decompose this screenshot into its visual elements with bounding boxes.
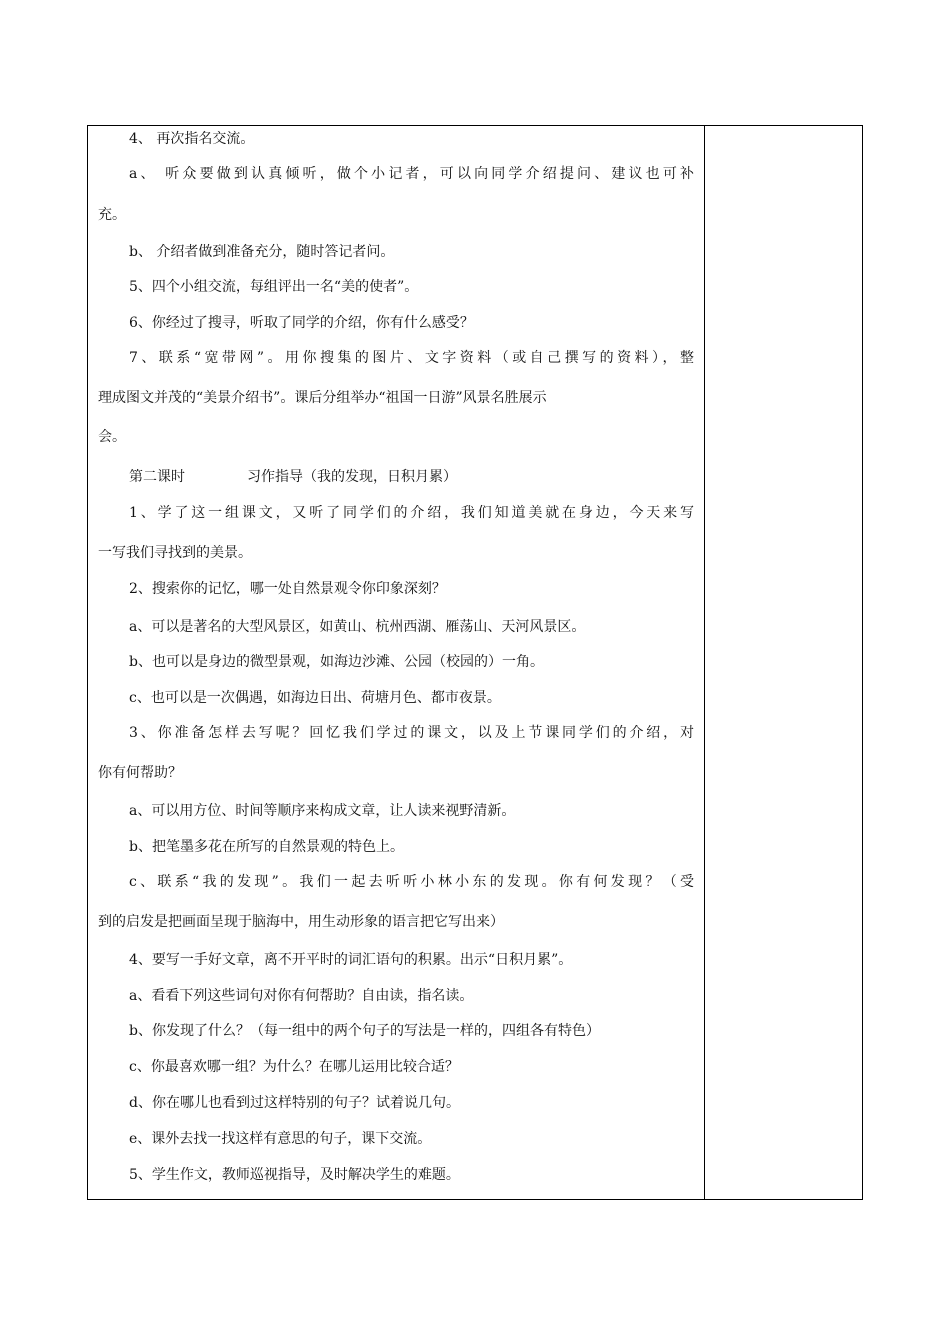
step-7-line: 7、联系“宽带网”。用你搜集的图片、文字资料（或自己撰写的资料），整 bbox=[129, 350, 694, 366]
lesson-label: 第二课时 bbox=[129, 469, 185, 485]
lesson2-step-4-item-e-line: e、课外去找一找这样有意思的句子，课下交流。 bbox=[129, 1131, 432, 1147]
lesson2-step-4-item-d-line: d、你在哪儿也看到过这样特别的句子？试着说几句。 bbox=[129, 1095, 460, 1111]
lesson2-step-3-line: 3、你准备怎样去写呢？回忆我们学过的课文，以及上节课同学们的介绍，对 bbox=[129, 725, 694, 741]
lesson2-step-1-line: 1、学了这一组课文，又听了同学们的介绍，我们知道美就在身边，今天来写 bbox=[129, 505, 694, 521]
step-7-continued-line: 理成图文并茂的“美景介绍书”。课后分组举办“祖国一日游”风景名胜展示 bbox=[98, 390, 547, 406]
lesson2-step-3-item-c-line: c、联系“我的发现”。我们一起去听听小林小东的发现。你有何发现？（受 bbox=[129, 874, 694, 890]
step-6-line: 6、你经过了搜寻，听取了同学的介绍，你有什么感受？ bbox=[129, 315, 474, 331]
step-5-line: 5、四个小组交流，每组评出一名“美的使者”。 bbox=[129, 279, 419, 295]
lesson2-step-3-item-a-line: a、可以用方位、时间等顺序来构成文章，让人读来视野清新。 bbox=[129, 803, 516, 819]
step-7-end-line: 会。 bbox=[98, 429, 126, 445]
lesson2-step-2-line: 2、搜索你的记忆，哪一处自然景观令你印象深刻？ bbox=[129, 581, 446, 597]
lesson2-step-3-item-c-continued-line: 到的启发是把画面呈现于脑海中，用生动形象的语言把它写出来） bbox=[98, 914, 504, 930]
lesson2-item-b-line: b、也可以是身边的微型景观，如海边沙滩、公园（校园的）一角。 bbox=[129, 654, 544, 670]
notes-cell bbox=[705, 126, 862, 1199]
step-4-line: 4、 再次指名交流。 bbox=[129, 131, 255, 147]
lesson2-step-5-line: 5、学生作文，教师巡视指导，及时解决学生的难题。 bbox=[129, 1167, 460, 1183]
lesson2-step-1-continued-line: 一写我们寻找到的美景。 bbox=[98, 545, 252, 561]
lesson2-item-a-line: a、可以是著名的大型风景区，如黄山、杭州西湖、雁荡山、天河风景区。 bbox=[129, 619, 586, 635]
lesson-plan-table bbox=[87, 125, 863, 1200]
lesson-heading bbox=[88, 468, 704, 486]
lesson2-item-c-line: c、也可以是一次偶遇，如海边日出、荷塘月色、都市夜景。 bbox=[129, 690, 501, 706]
item-b-line: b、 介绍者做到准备充分，随时答记者问。 bbox=[129, 244, 395, 260]
lesson2-step-3-continued-line: 你有何帮助？ bbox=[98, 765, 182, 781]
lesson2-step-4-item-b-line: b、你发现了什么？（每一组中的两个句子的写法是一样的，四组各有特色） bbox=[129, 1023, 600, 1039]
item-a-continued-line: 充。 bbox=[98, 207, 126, 223]
content-cell bbox=[88, 126, 705, 1199]
lesson-title: 习作指导（我的发现，日积月累） bbox=[247, 469, 457, 485]
lesson2-step-4-item-c-line: c、你最喜欢哪一组？为什么？在哪儿运用比较合适？ bbox=[129, 1059, 459, 1075]
lesson2-step-4-line: 4、要写一手好文章，离不开平时的词汇语句的积累。出示“日积月累”。 bbox=[129, 952, 573, 968]
item-a-line: a、 听众要做到认真倾听，做个小记者，可以向同学介绍提问、建议也可补 bbox=[129, 166, 694, 182]
lesson2-step-3-item-b-line: b、把笔墨多花在所写的自然景观的特色上。 bbox=[129, 839, 404, 855]
lesson2-step-4-item-a-line: a、看看下列这些词句对你有何帮助？自由读，指名读。 bbox=[129, 988, 474, 1004]
